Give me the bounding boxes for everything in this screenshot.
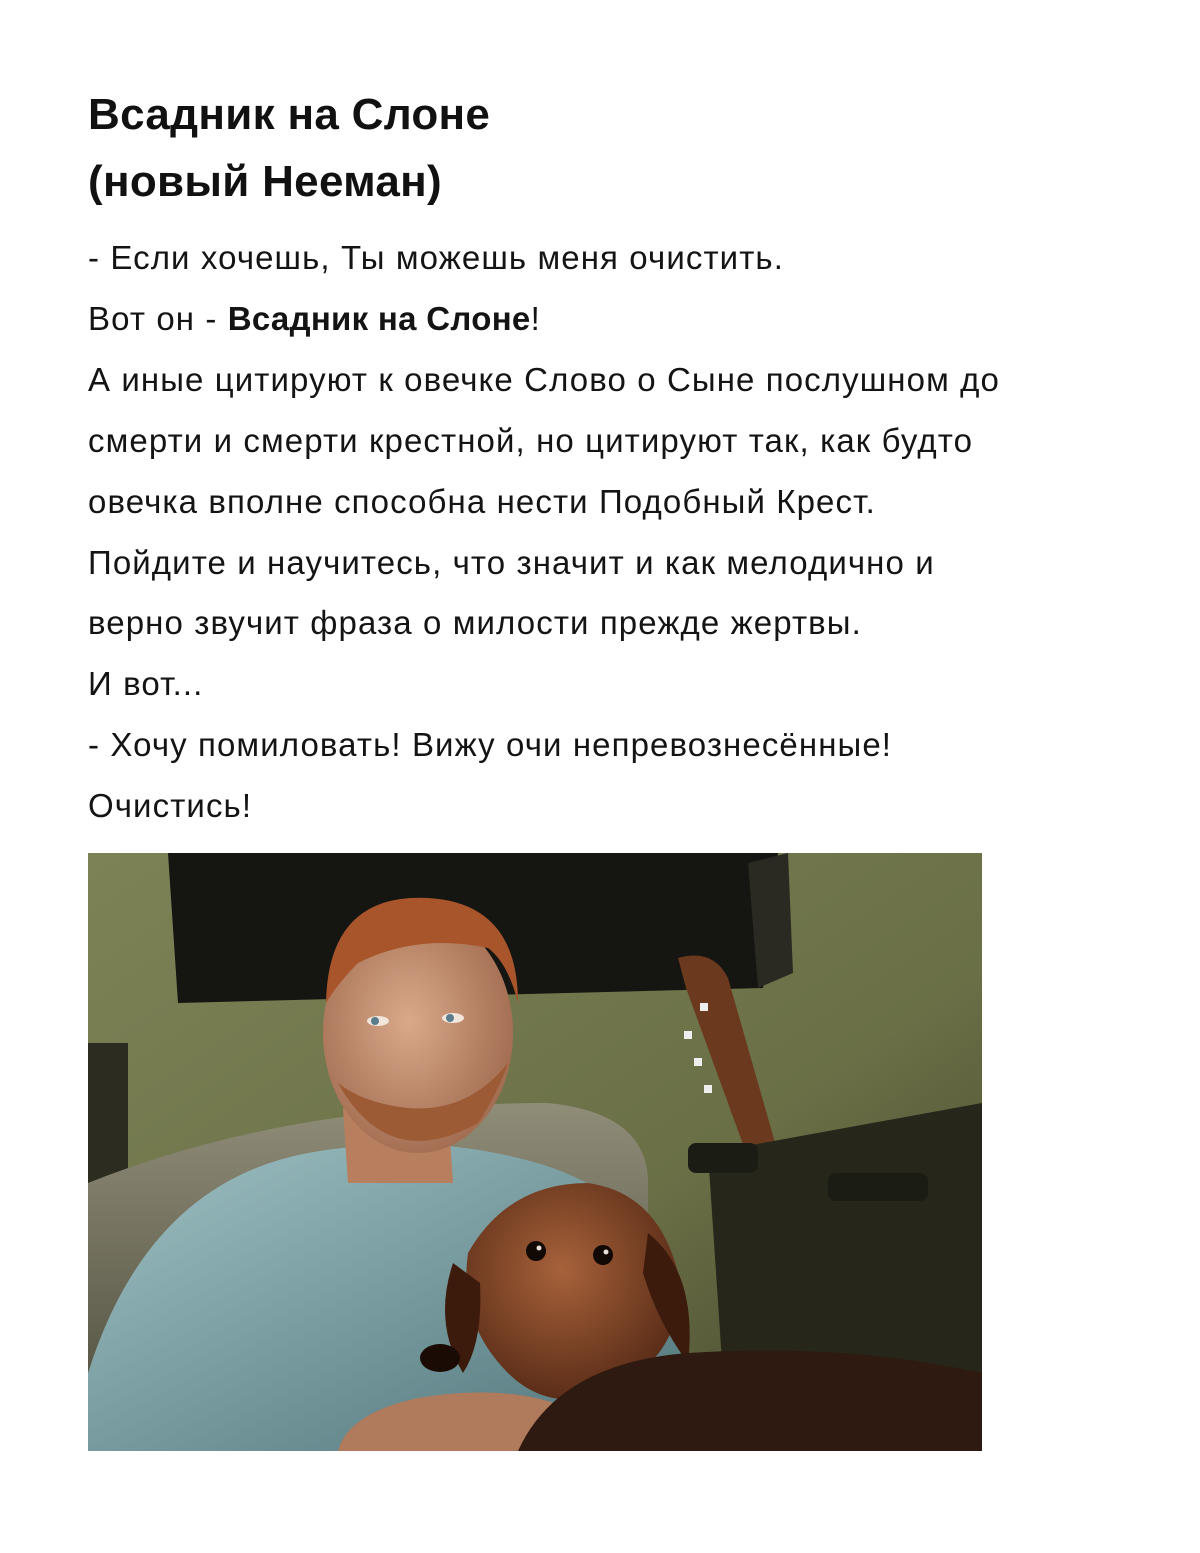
bold-phrase: Всадник на Слоне [227, 300, 531, 337]
text-line: - Если хочешь, Ты можешь меня очистить. [88, 239, 784, 276]
furniture-bar [828, 1173, 928, 1201]
man-pupil [371, 1017, 379, 1025]
man-pupil [446, 1014, 454, 1022]
text-line-with-bold [88, 302, 541, 335]
text-line: смерти и смерти крестной, но цитируют так, как будто [88, 422, 974, 459]
text-line: овечка вполне способна нести Подобный Крест. [88, 483, 876, 520]
photo [88, 853, 982, 1451]
furniture-bar [688, 1143, 758, 1173]
page-title: Всадник на Слоне [88, 90, 491, 139]
text-line: Очистись! [88, 787, 253, 824]
photo-illustration [88, 853, 982, 1451]
text-fragment: ! [530, 300, 541, 337]
text-line: Пойдите и научитесь, что значит и как мелодично и [88, 544, 935, 581]
text-line: верно звучит фраза о милости прежде жертвы. [88, 604, 862, 641]
text-line: И вот... [88, 665, 204, 702]
text-line: - Хочу помиловать! Вижу очи непревознесённые! [88, 726, 893, 763]
text-line: А иные цитируют к овечке Слово о Сыне послушном до [88, 361, 1000, 398]
page-subtitle: (новый Нееман) [88, 157, 443, 206]
text-fragment: Вот он - [88, 300, 228, 337]
